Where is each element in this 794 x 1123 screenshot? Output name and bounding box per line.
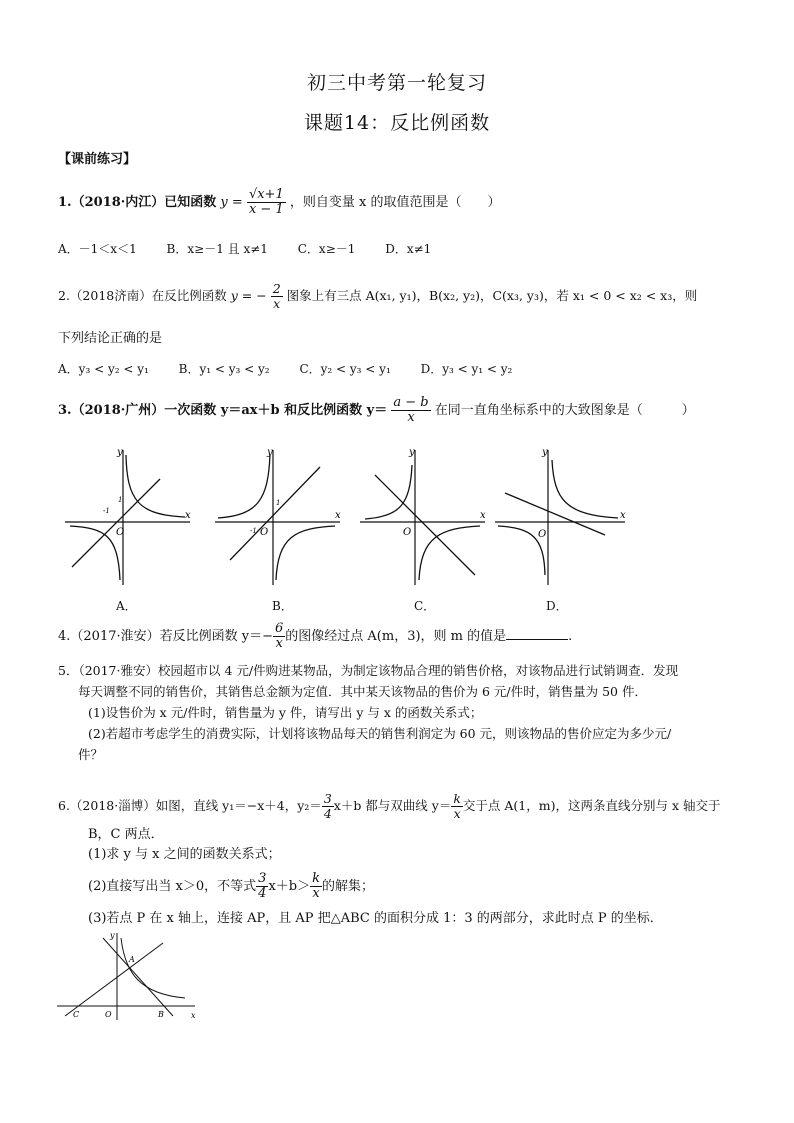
q4-fraction [273,622,285,651]
q2-num: 2 [272,281,281,296]
q2-y: y = − [230,288,267,303]
graph-b-tick-one: 1 [276,499,281,507]
q6-line3: (1)求 y 与 x 之间的函数关系式； [88,847,281,862]
q2-prefix: 2.（2018济南）在反比例函数 [58,288,227,303]
q4-answer-blank[interactable] [506,627,568,640]
q6-frac2 [451,792,463,821]
q3-num: a − b [393,395,429,410]
q6-num3: 3 [258,871,267,886]
graph-c [360,447,486,585]
q5-line4: (2)若超市考虑学生的消费实际，计划将该物品每天的销售利润定为 60 元，则该物品的售价应定为多少元/ [88,726,672,741]
q4-suffix: 的图像经过点 A(m，3)，则 m 的值是 [285,629,507,644]
q4-den: x [275,636,283,651]
q3-den: x [407,410,415,425]
q1-fraction [247,188,286,217]
graph-b-x-label: x [335,510,341,521]
q3-fraction [391,396,430,425]
q3-suffix: 在同一直角坐标系中的大致图象是（ ） [434,403,695,418]
graph-b [215,447,341,585]
page-subtitle: 课题14：反比例函数 [303,112,491,134]
q3-label-d: D． [546,599,568,613]
q6-fig-x: x [191,1011,196,1020]
q1-y: y = [220,195,243,210]
q6-fig-y: y [110,931,115,940]
q1-option-d: D．x≠1 [385,242,432,256]
q3-label-a: A． [116,599,137,613]
q6-line4b: x＋b＞ [268,879,311,894]
q5-line1: 5．（2017·雅安）校园超市以 4 元/件购进某物品，为制定该物品合理的销售价格，对该物品进行试销调查．发现 [58,663,679,678]
graph-b-tick-neg: -1 [250,527,257,535]
q6-fig-c: C [73,1010,80,1019]
q6-prefix: 6.（2018·淄博）如图，直线 y₁＝−x＋4，y₂＝ [58,798,322,813]
graph-c-origin: O [403,527,412,538]
q1-option-a: A．－1＜x＜1 [58,242,137,256]
page-title: 初三中考第一轮复习 [306,72,487,94]
graph-c-x-label: x [480,510,486,521]
q2-den: x [273,296,281,311]
q6-frac4 [310,872,322,901]
q6-num4: k [312,871,320,886]
graph-d-x-label: x [620,510,626,521]
q6-mid1: x＋b 都与双曲线 y＝ [333,798,452,813]
q3-prefix: 3.（2018·广州）一次函数 y＝ax＋b 和反比例函数 y＝ [58,403,388,418]
q6-frac3 [256,872,268,901]
q2-mid: 图象上有三点 A(x₁, y₁)，B(x₂, y₂)，C(x₃, y₃)，若 x₁ < 0 < x₂ < x₃，则 [286,288,698,303]
question-2 [58,282,697,311]
q1-den: x − 1 [248,202,284,217]
graph-b-y-label: y [267,447,273,458]
q6-frac1 [322,792,334,821]
section-heading: 【课前练习】 [58,152,137,167]
q1-options [58,240,457,258]
graph-a-tick-neg: -1 [103,507,110,515]
q4-end: . [568,629,573,644]
q5-line5: 件？ [78,747,104,762]
question-3 [58,396,695,425]
q6-line4a: (2)直接写出当 x＞0，不等式 [88,879,257,894]
q6-figure [55,928,205,1023]
q6-den3: 4 [258,886,267,901]
q4-prefix: 4.（2017·淮安）若反比例函数 y＝− [58,629,273,644]
q6-fig-a: A [129,955,135,964]
q5-line3: (1)设售价为 x 元/件时，销售量为 y 件，请写出 y 与 x 的函数关系式； [88,705,483,720]
q6-fig-origin: O [105,1010,112,1019]
q6-line2: B，C 两点． [88,827,164,842]
q2-options [58,360,538,378]
graph-d-origin: O [538,529,547,540]
q3-label-c: C． [414,599,436,613]
q1-prefix: 1.（2018·内江）已知函数 [58,195,217,210]
q3-label-b: B． [272,599,293,613]
q1-suffix: ，则自变量 x 的取值范围是（ ） [289,195,501,210]
q6-line4c: 的解集； [321,879,374,894]
graph-b-origin: O [260,527,269,538]
q2-option-a: A．y₃ < y₂ < y₁ [58,362,149,376]
graph-a-x-label: x [185,510,191,521]
question-4 [58,622,572,651]
q5-line2: 每天调整不同的销售价，其销售总金额为定值．其中某天该物品的售价为 6 元/件时，销售量为 50 件． [78,684,647,699]
graph-a-tick-one: 1 [118,496,123,504]
q1-option-b: B．x≥－1 且 x≠1 [166,242,268,256]
graph-c-y-label: y [409,447,415,458]
q6-fig-b: B [158,1010,164,1019]
q6-suffix1: 交于点 A(1，m)，这两条直线分别与 x 轴交于 [462,798,721,813]
q6-den4: x [312,886,320,901]
q2-line2: 下列结论正确的是 [58,331,163,346]
q3-graphs [60,445,630,595]
q6-den2: x [453,806,461,821]
graph-a-y-label: y [117,447,123,458]
q6-line5: (3)若点 P 在 x 轴上，连接 AP，且 AP 把△ABC 的面积分成 1：3 的两部分，求此时点 P 的坐标． [88,911,663,926]
q2-fraction [271,282,283,311]
q2-option-d: D．y₃ < y₁ < y₂ [420,362,513,376]
q6-line4 [88,872,374,901]
q6-den1: 4 [323,806,332,821]
question-6 [58,792,720,821]
q2-option-c: C．y₂ < y₃ < y₁ [299,362,391,376]
q1-option-c: C．x≥－1 [297,242,356,256]
q4-num: 6 [275,621,284,636]
question-1 [58,188,500,217]
q1-num: √x+1 [248,187,284,202]
graph-d-y-label: y [542,447,548,458]
graph-a-origin: O [116,527,125,538]
q6-num2: k [453,791,461,806]
graph-a [65,447,191,585]
graph-d [495,447,626,585]
q2-option-b: B．y₁ < y₃ < y₂ [178,362,270,376]
q6-num1: 3 [323,791,332,806]
